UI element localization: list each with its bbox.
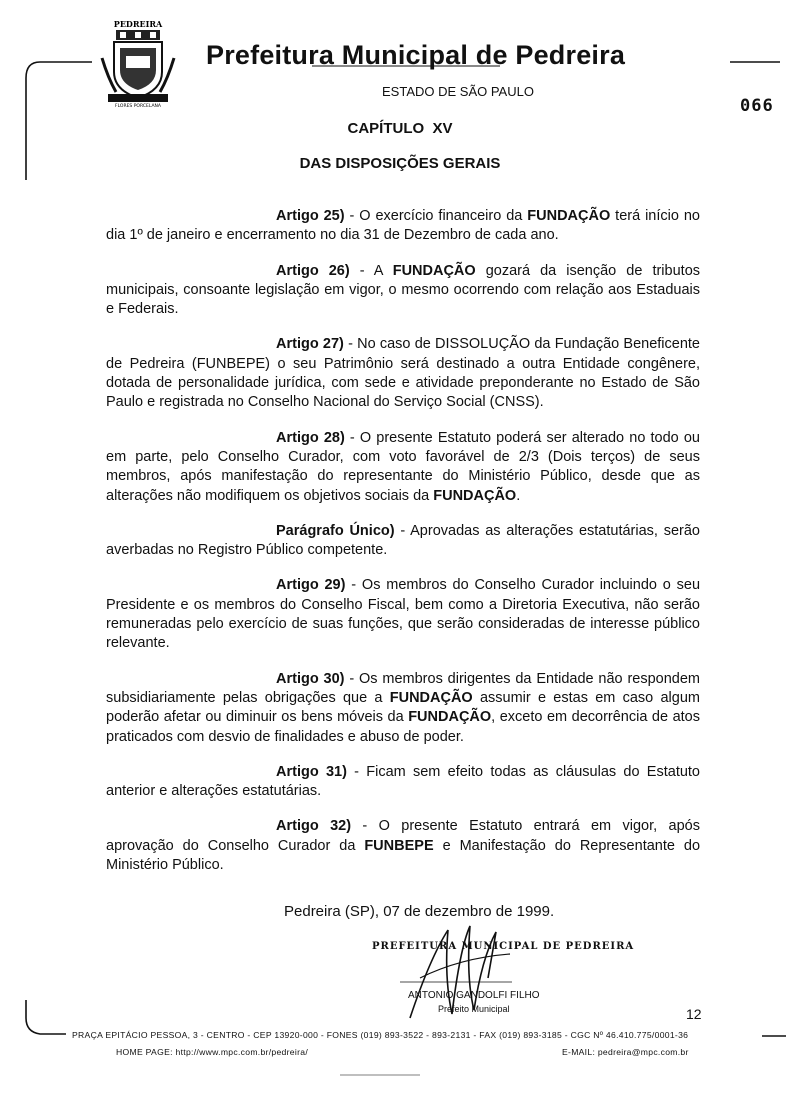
article-paragraph xyxy=(106,522,700,561)
bold-term: Artigo 25) xyxy=(276,208,345,224)
bold-term: FUNDAÇÃO xyxy=(389,689,473,706)
paragraph-text: , exceto em decorrência de atos praticados com desvio de finalidades e abuso de poder. xyxy=(106,709,700,745)
paragraph-text: - Ficam sem efeito todas as cláusulas do Estatuto anterior e alterações estatutárias. xyxy=(106,763,700,800)
bold-term: Artigo 32) xyxy=(276,818,352,835)
footer-homepage: HOME PAGE: http://www.mpc.com.br/pedreira/ xyxy=(116,1047,309,1057)
paragraph-text: - O exercício financeiro da xyxy=(344,208,528,224)
article-paragraph xyxy=(106,576,700,653)
bold-term: FUNDAÇÃO xyxy=(408,709,492,726)
page-number-label: 12 xyxy=(686,1006,702,1022)
footer-email: E-MAIL: pedreira@mpc.com.br xyxy=(562,1047,689,1057)
article-paragraph xyxy=(106,207,700,246)
article-paragraph xyxy=(106,262,700,320)
paragraph-text: terá início no dia 1º de janeiro e encerramento no dia 31 de Dezembro de cada ano. xyxy=(106,208,700,244)
bold-term: Artigo 29) xyxy=(276,577,346,594)
chapter-heading: CAPÍTULO XV xyxy=(347,120,453,137)
signatory-title: Prefeito Municipal xyxy=(438,1004,510,1014)
article-paragraph xyxy=(106,817,700,875)
article-paragraph xyxy=(106,335,700,412)
crest-banner-text: PEDREIRA xyxy=(113,19,163,29)
crest-motto-text: FLORES PORCELANA xyxy=(114,104,162,109)
city-crest-logo xyxy=(96,18,180,114)
bold-term: Artigo 28) xyxy=(276,429,345,446)
bold-term: FUNBEPE xyxy=(364,837,434,854)
bold-term: FUNDAÇÃO xyxy=(527,208,611,224)
paragraph-text: - O presente Estatuto poderá ser alterado no todo ou em parte, pelo Conselho Curador, com voto favorável de 2/3 (Dois terços) de seus membros, após manifestação do representante do Ministério Público, desde que as alterações não modifiquem os objetivos sociais da xyxy=(106,429,700,504)
paragraph-text: . xyxy=(516,487,521,504)
page-stamp-number: 066 xyxy=(740,96,774,116)
date-line: Pedreira (SP), 07 de dezembro de 1999. xyxy=(284,903,555,920)
bold-term: Artigo 27) xyxy=(276,336,344,353)
paragraph-text: - O presente Estatuto entrará em vigor, após aprovação do Conselho Curador da xyxy=(106,818,700,854)
bold-term: Artigo 26) xyxy=(276,262,350,279)
article-paragraph xyxy=(106,670,700,747)
bold-term: FUNDAÇÃO xyxy=(433,487,517,504)
paragraph-text: - A xyxy=(349,262,393,279)
bold-term: Artigo 30) xyxy=(276,670,345,687)
bold-term: FUNDAÇÃO xyxy=(392,262,476,279)
signatory-name: ANTONIO GANDOLFI FILHO xyxy=(408,990,540,1001)
paragraph-text: assumir e estas em caso algum poderão afetar ou diminuir os bens móveis da xyxy=(106,689,700,726)
bold-term: Parágrafo Único) xyxy=(276,522,395,539)
articles-body xyxy=(106,207,700,891)
paragraph-text: gozará da isenção de tributos municipais, consoante legislação em vigor, o mesmo ocorrendo com relação aos Estaduais e Federais. xyxy=(106,262,701,318)
bold-term: Artigo 31) xyxy=(276,763,347,780)
section-heading: DAS DISPOSIÇÕES GERAIS xyxy=(299,155,501,172)
paragraph-text: e Manifestação do Representante do Ministério Público. xyxy=(106,837,701,874)
paragraph-text: - Os membros do Conselho Curador incluindo o seu Presidente e os membros do Conselho Fiscal, bem como a Diretoria Executiva, não serão remuneradas pelo exercício de suas funções, que serão consideradas de interesse público relevante. xyxy=(106,577,701,652)
article-paragraph xyxy=(106,429,700,506)
paragraph-text: - No caso de DISSOLUÇÃO da Fundação Beneficente de Pedreira (FUNBEPE) o seu Patrimônio será destinado a outra Entidade congênere, dotada de personalidade jurídica, com sede e atividade preponderante no Estado de São Paulo e registrada no Conselho Nacional do Serviço Social (CNSS). xyxy=(106,336,700,411)
page-title: Prefeitura Municipal de Pedreira xyxy=(206,40,626,70)
paragraph-text: - Aprovadas as alterações estatutárias, serão averbadas no Registro Público competente. xyxy=(106,522,700,559)
official-stamp: PREFEITURA MUNICIPAL DE PEDREIRA xyxy=(372,941,635,952)
paragraph-text: - Os membros dirigentes da Entidade não respondem subsidiariamente pelas obrigações que a xyxy=(106,670,701,706)
footer-address: PRAÇA EPITÁCIO PESSOA, 3 - CENTRO - CEP 13920-000 - FONES (019) 893-3522 - 893-2131 - FAX (019) 893-3185 - CGC Nº 46.410.775/0001-36 xyxy=(72,1030,689,1040)
state-subtitle: ESTADO DE SÃO PAULO xyxy=(382,84,534,99)
article-paragraph xyxy=(106,763,700,802)
